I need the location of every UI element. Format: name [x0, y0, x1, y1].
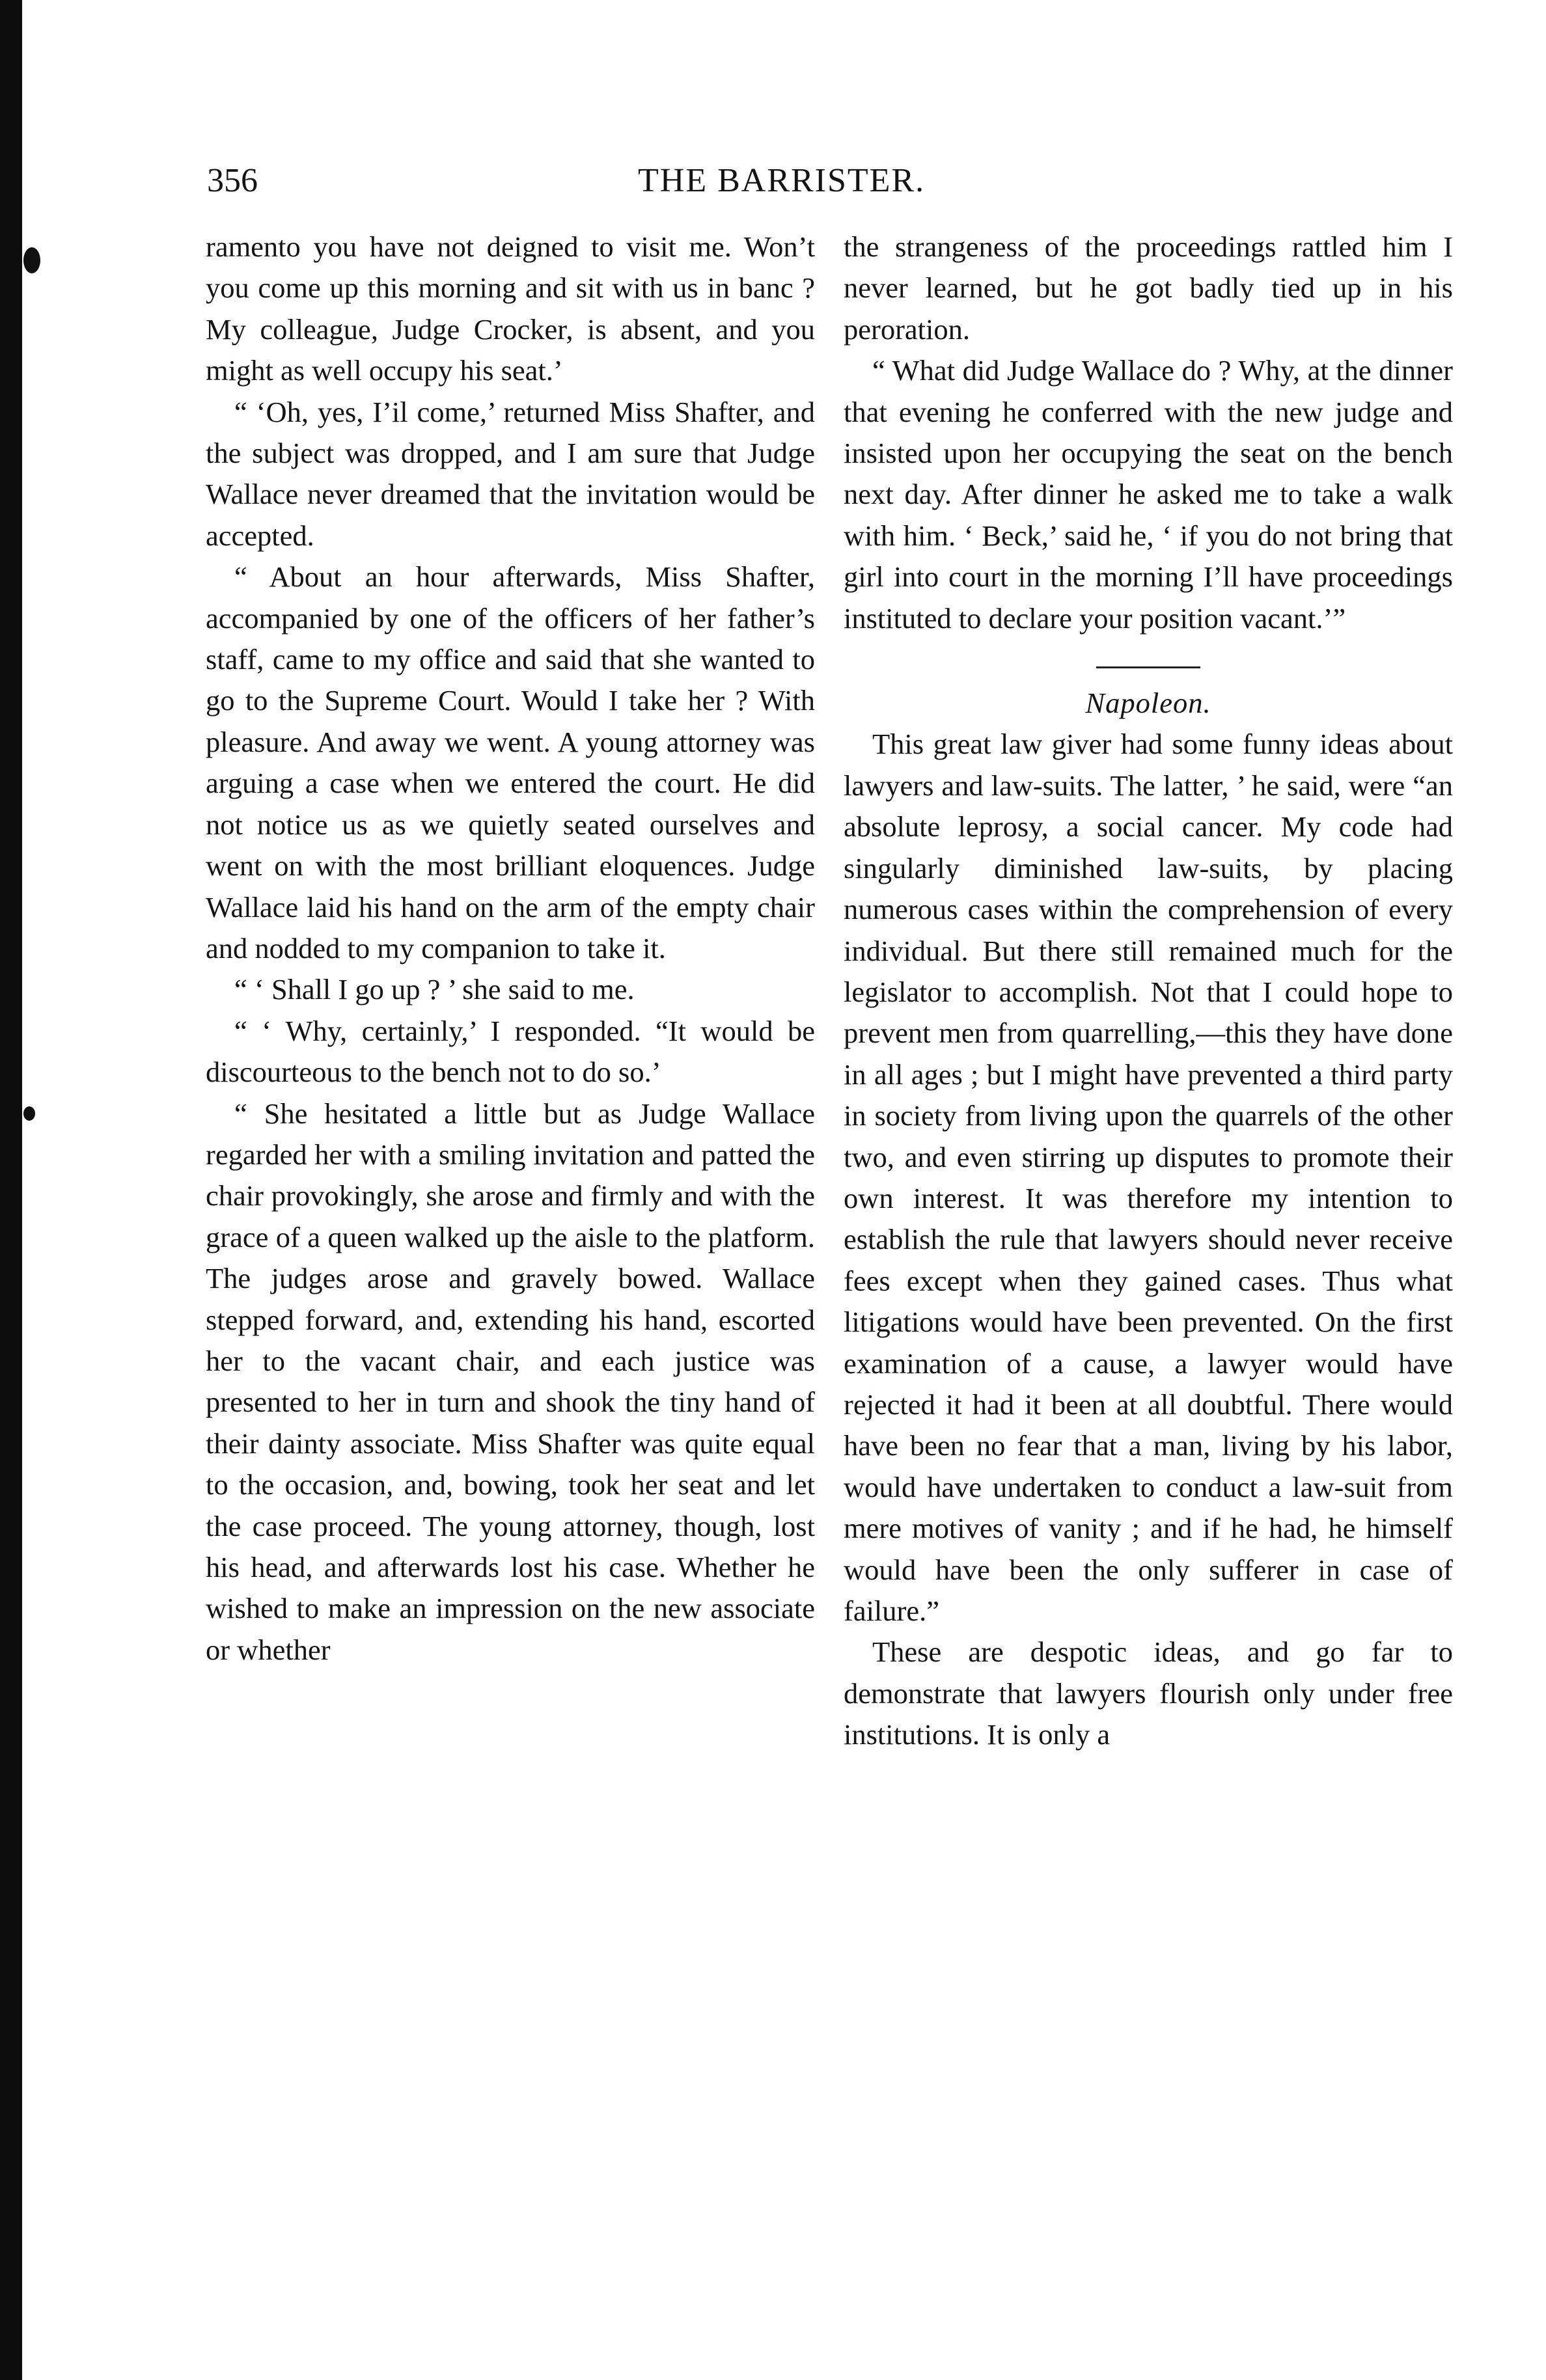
paragraph: “ ‘ Why, certainly,’ I responded. “It would be discourteous to the bench not to do so.’ — [206, 1014, 815, 1089]
binding-speck — [23, 247, 40, 273]
paragraph: “ What did Judge Wallace do ? Why, at the dinner that evening he conferred with the new judge and insisted upon her occupying the seat on the bench next day. After dinner he asked me to take a walk with him. ‘ Beck,’ said he, ‘ if you do not bring that girl into court in the morning I’ll have proceedings instituted to declare your position vacant.’” — [844, 354, 1453, 635]
paragraph: “ ‘ Shall I go up ? ’ she said to me. — [234, 973, 635, 1006]
paragraph: the strangeness of the proceedings rattled him I never learned, but he got badly tied up in his peroration. — [844, 230, 1453, 346]
paragraph: “ About an hour afterwards, Miss Shafter, accompanied by one of the officers of her father’s staff, came to my office and said that she wanted to go to the Supreme Court. Would I take her ? With pleasure. And away we went. A young attorney was arguing a case when we entered the court. He did not notice us as we quietly seated ourselves and went on with the most brilliant eloquences. Judge Wallace laid his hand on the arm of the empty chair and nodded to my companion to take it. — [206, 560, 815, 964]
section-divider — [1096, 666, 1200, 668]
page-number: 356 — [207, 162, 258, 199]
running-head — [207, 155, 1431, 207]
paragraph: ramento you have not deigned to visit me. Won’t you come up this morning and sit with us in banc ? My colleague, Judge Crocker, is absent, and you might as well occupy his seat.’ — [206, 230, 815, 387]
paragraph: “ ‘Oh, yes, I’il come,’ returned Miss Shafter, and the subject was dropped, and I am sure that Judge Wallace never dreamed that the invitation would be accepted. — [206, 395, 815, 552]
paragraph: These are despotic ideas, and go far to demonstrate that lawyers flourish only under free institutions. It is only a — [844, 1635, 1453, 1751]
binding-speck — [23, 1106, 35, 1121]
paragraph: “ She hesitated a little but as Judge Wallace regarded her with a smiling invitation and patted the chair provokingly, she arose and firmly and with the grace of a queen walked up the aisle to the platform. The judges arose and gravely bowed. Wallace stepped forward, and, extending his hand, escorted her to the vacant chair, and each justice was presented to her in turn and shook the tiny hand of their dainty associate. Miss Shafter was quite equal to the occasion, and, bowing, took her seat and let the case proceed. The young attorney, though, lost his head, and afterwards lost his case. Whether he wished to make an impression on the new associate or whether — [206, 1097, 815, 1666]
left-column — [206, 226, 815, 1671]
page-binding-edge — [0, 0, 22, 2380]
right-column — [844, 226, 1453, 1756]
paragraph: This great law giver had some funny ideas about lawyers and law-suits. The latter, ’ he said, were “an absolute leprosy, a social cancer. My code had singularly diminished law-suits, by placing numerous cases within the comprehension of every individual. But there still remained much for the legislator to accomplish. Not that I could hope to prevent men from quarrelling,—this they have done in all ages ; but I might have prevented a third party in society from living upon the quarrels of the other two, and even stirring up disputes to promote their own interest. It was therefore my intention to establish the rule that lawyers should never receive fees except when they gained cases. Thus what litigations would have been prevented. On the first examination of a cause, a lawyer would have rejected it had it been at all doubtful. There would have been no fear that a man, living by his labor, would have undertaken to conduct a law-suit from mere motives of vanity ; and if he had, he himself would have been the only sufferer in case of failure.” — [844, 728, 1453, 1627]
running-title: THE BARRISTER. — [638, 162, 926, 199]
section-heading: Napoleon. — [1085, 687, 1211, 720]
